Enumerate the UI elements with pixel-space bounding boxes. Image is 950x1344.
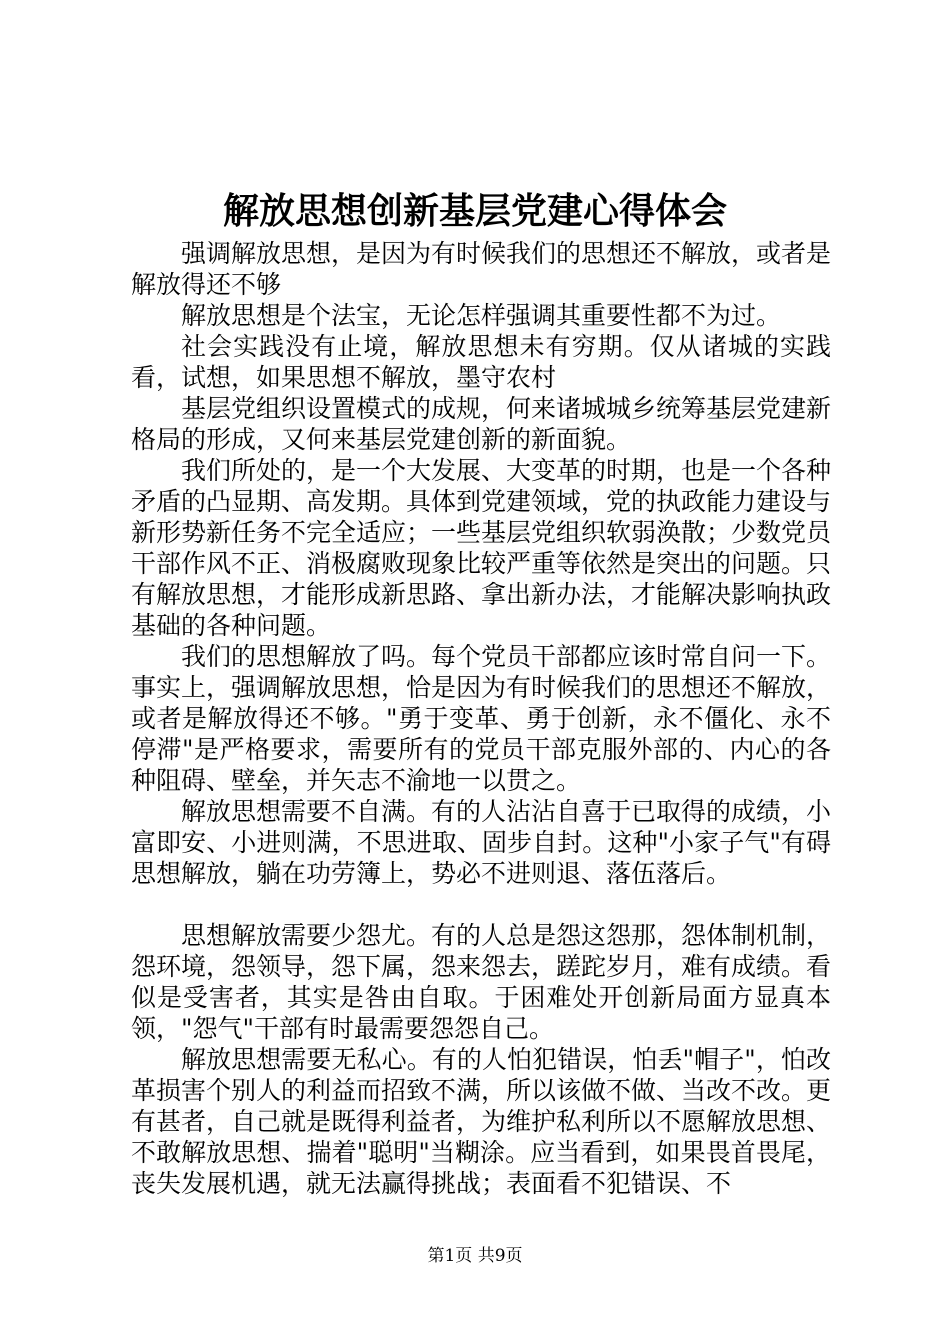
paragraph-3: 社会实践没有止境，解放思想未有穷期。仅从诸城的实践看，试想，如果思想不解放，墨守农村: [131, 332, 831, 392]
document-title: 解放思想创新基层党建心得体会: [222, 190, 727, 232]
paragraph-1: 强调解放思想，是因为有时候我们的思想还不解放，或者是解放得还不够: [131, 239, 832, 299]
paragraph-2: 解放思想是个法宝，无论怎样强调其重要性都不为过。: [181, 301, 782, 330]
paragraph-6: 我们的思想解放了吗。每个党员干部都应该时常自问一下。事实上，强调解放思想，恰是因为有时候我们的思想还不解放，或者是解放得还不够。"勇于变革、勇于创新，永不僵化、永不停滞"是严格要求，需要所有的党员干部克服外部的、内心的各种阻碍、壁垒，并矢志不渝地一以贯之。: [131, 642, 832, 795]
page-footer: 第1页 共9页: [427, 1246, 523, 1266]
document-body: [131, 238, 831, 1199]
paragraph-4: 基层党组织设置模式的成规，何来诸城城乡统筹基层党建新格局的形成，又何来基层党建创新的新面貌。: [131, 394, 832, 454]
paragraph-9: 解放思想需要无私心。有的人怕犯错误，怕丢"帽子"，怕改革损害个别人的利益而招致不满，所以该做不做、当改不改。更有甚者，自己就是既得利益者，为维护私利所以不愿解放思想、不敢解放思想、揣着"聪明"当糊涂。应当看到，如果畏首畏尾，丧失发展机遇，就无法赢得挑战；表面看不犯错误、不: [131, 1045, 832, 1198]
paragraph-8: 思想解放需要少怨尤。有的人总是怨这怨那，怨体制机制，怨环境，怨领导，怨下属，怨来怨去，蹉跎岁月，难有成绩。看似是受害者，其实是咎由自取。于困难处开创新局面方显真本领，"怨气"干部有时最需要怨怨自己。: [131, 921, 832, 1043]
paragraph-5: 我们所处的，是一个大发展、大变革的时期，也是一个各种矛盾的凸显期、高发期。具体到党建领域，党的执政能力建设与新形势新任务不完全适应；一些基层党组织软弱涣散；少数党员干部作风不正、消极腐败现象比较严重等依然是突出的问题。只有解放思想，才能形成新思路、拿出新办法，才能解决影响执政基础的各种问题。: [131, 456, 832, 640]
paragraph-7: 解放思想需要不自满。有的人沾沾自喜于已取得的成绩，小富即安、小进则满，不思进取、固步自封。这种"小家子气"有碍思想解放，躺在功劳簿上，势必不进则退、落伍落后。: [131, 797, 832, 888]
